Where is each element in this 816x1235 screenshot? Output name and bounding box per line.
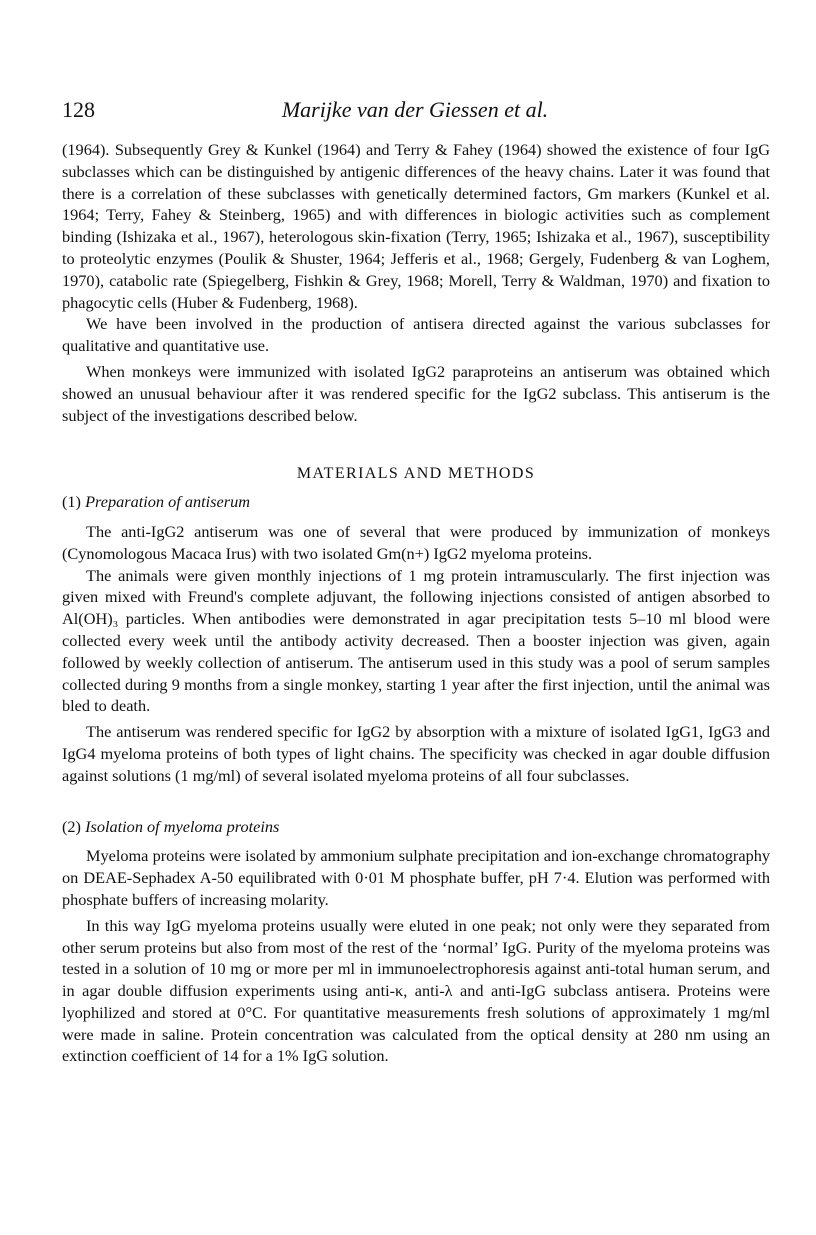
methods-paragraph-2: The animals were given monthly injections of 1 mg protein intramuscularly. The first injection was given mixed with Freund's complete adjuvant, the following injections consisted of antigen absorbed to Al(OH)₃ particles. When antibodies were demonstrated in agar precipitation tests 5–10 ml blood were collected every week until the antibody activity decreased. Then a booster injection was given, again followed by weekly collection of antiserum. The antiserum used in this study was a pool of serum samples collected during 9 months from a single monkey, starting 1 year after the first injection, until the animal was bled to death.	[62, 565, 770, 716]
subsection-title: Preparation of antiserum	[85, 492, 250, 512]
subsection-number: (2)	[62, 816, 81, 836]
subsection-heading-1	[62, 491, 770, 513]
methods-paragraph-4: Myeloma proteins were isolated by ammonium sulphate precipitation and ion-exchange chromatography on DEAE-Sephadex A-50 equilibrated with 0·01 M phosphate buffer, pH 7·4. Elution was performed with phosphate buffers of increasing molarity.	[62, 846, 770, 909]
section-heading-materials-methods: MATERIALS AND METHODS	[296, 465, 536, 483]
intro-paragraph-3: When monkeys were immunized with isolated IgG2 paraproteins an antiserum was obtained which showed an unusual behaviour after it was rendered specific for the IgG2 subclass. This antiserum is the subject of the investigations described below.	[62, 361, 770, 425]
methods-paragraph-5: In this way IgG myeloma proteins usually were eluted in one peak; not only were they separated from other serum proteins but also from most of the rest of the ‘normal’ IgG. Purity of the myeloma proteins was tested in a solution of 10 mg or more per ml in immunoelectrophoresis against anti-total human serum, and in agar double diffusion experiments using anti-κ, anti-λ and anti-IgG subclass antisera. Proteins were lyophilized and stored at 0°C. For quantitative measurements fresh solutions of approximately 1 mg/ml were made in saline. Protein concentration was calculated from the optical density at 280 nm using an extinction coefficient of 14 for a 1% IgG solution.	[62, 915, 770, 1066]
page-number: 128	[62, 97, 95, 122]
subsection-title: Isolation of myeloma proteins	[85, 816, 280, 836]
subsection-number: (1)	[62, 492, 81, 512]
methods-paragraph-3: The antiserum was rendered specific for IgG2 by absorption with a mixture of isolated IgG1, IgG3 and IgG4 myeloma proteins of both types of light chains. The specificity was checked in agar double diffusion against solutions (1 mg/ml) of several isolated myeloma proteins of all four subclasses.	[62, 722, 770, 785]
subsection-heading-2	[62, 816, 770, 838]
running-head: Marijke van der Giessen et al.	[281, 97, 549, 122]
intro-paragraph-2: We have been involved in the production of antisera directed against the various subclasses for qualitative and quantitative use.	[62, 314, 770, 356]
intro-paragraph-1: (1964). Subsequently Grey & Kunkel (1964) and Terry & Fahey (1964) showed the existence of four IgG subclasses which can be distinguished by antigenic differences of the heavy chains. Later it was found that there is a correlation of these subclasses with genetically determined factors, Gm markers (Kunkel et al. 1964; Terry, Fahey & Steinberg, 1965) and with differences in biologic activities such as complement binding (Ishizaka et al., 1967), heterologous skin-fixation (Terry, 1965; Ishizaka et al., 1967), susceptibility to proteolytic enzymes (Poulik & Shuster, 1964; Jefferis et al., 1968; Gergely, Fudenberg & van Loghem, 1970), catabolic rate (Spiegelberg, Fishkin & Grey, 1968; Morell, Terry & Waldman, 1970) and fixation to phagocytic cells (Huber & Fudenberg, 1968).	[62, 140, 770, 312]
article-body	[62, 139, 770, 1067]
methods-paragraph-1: The anti-IgG2 antiserum was one of several that were produced by immunization of monkeys (Cynomologous Macaca Irus) with two isolated Gm(n+) IgG2 myeloma proteins.	[62, 521, 770, 563]
page-header	[62, 96, 768, 126]
